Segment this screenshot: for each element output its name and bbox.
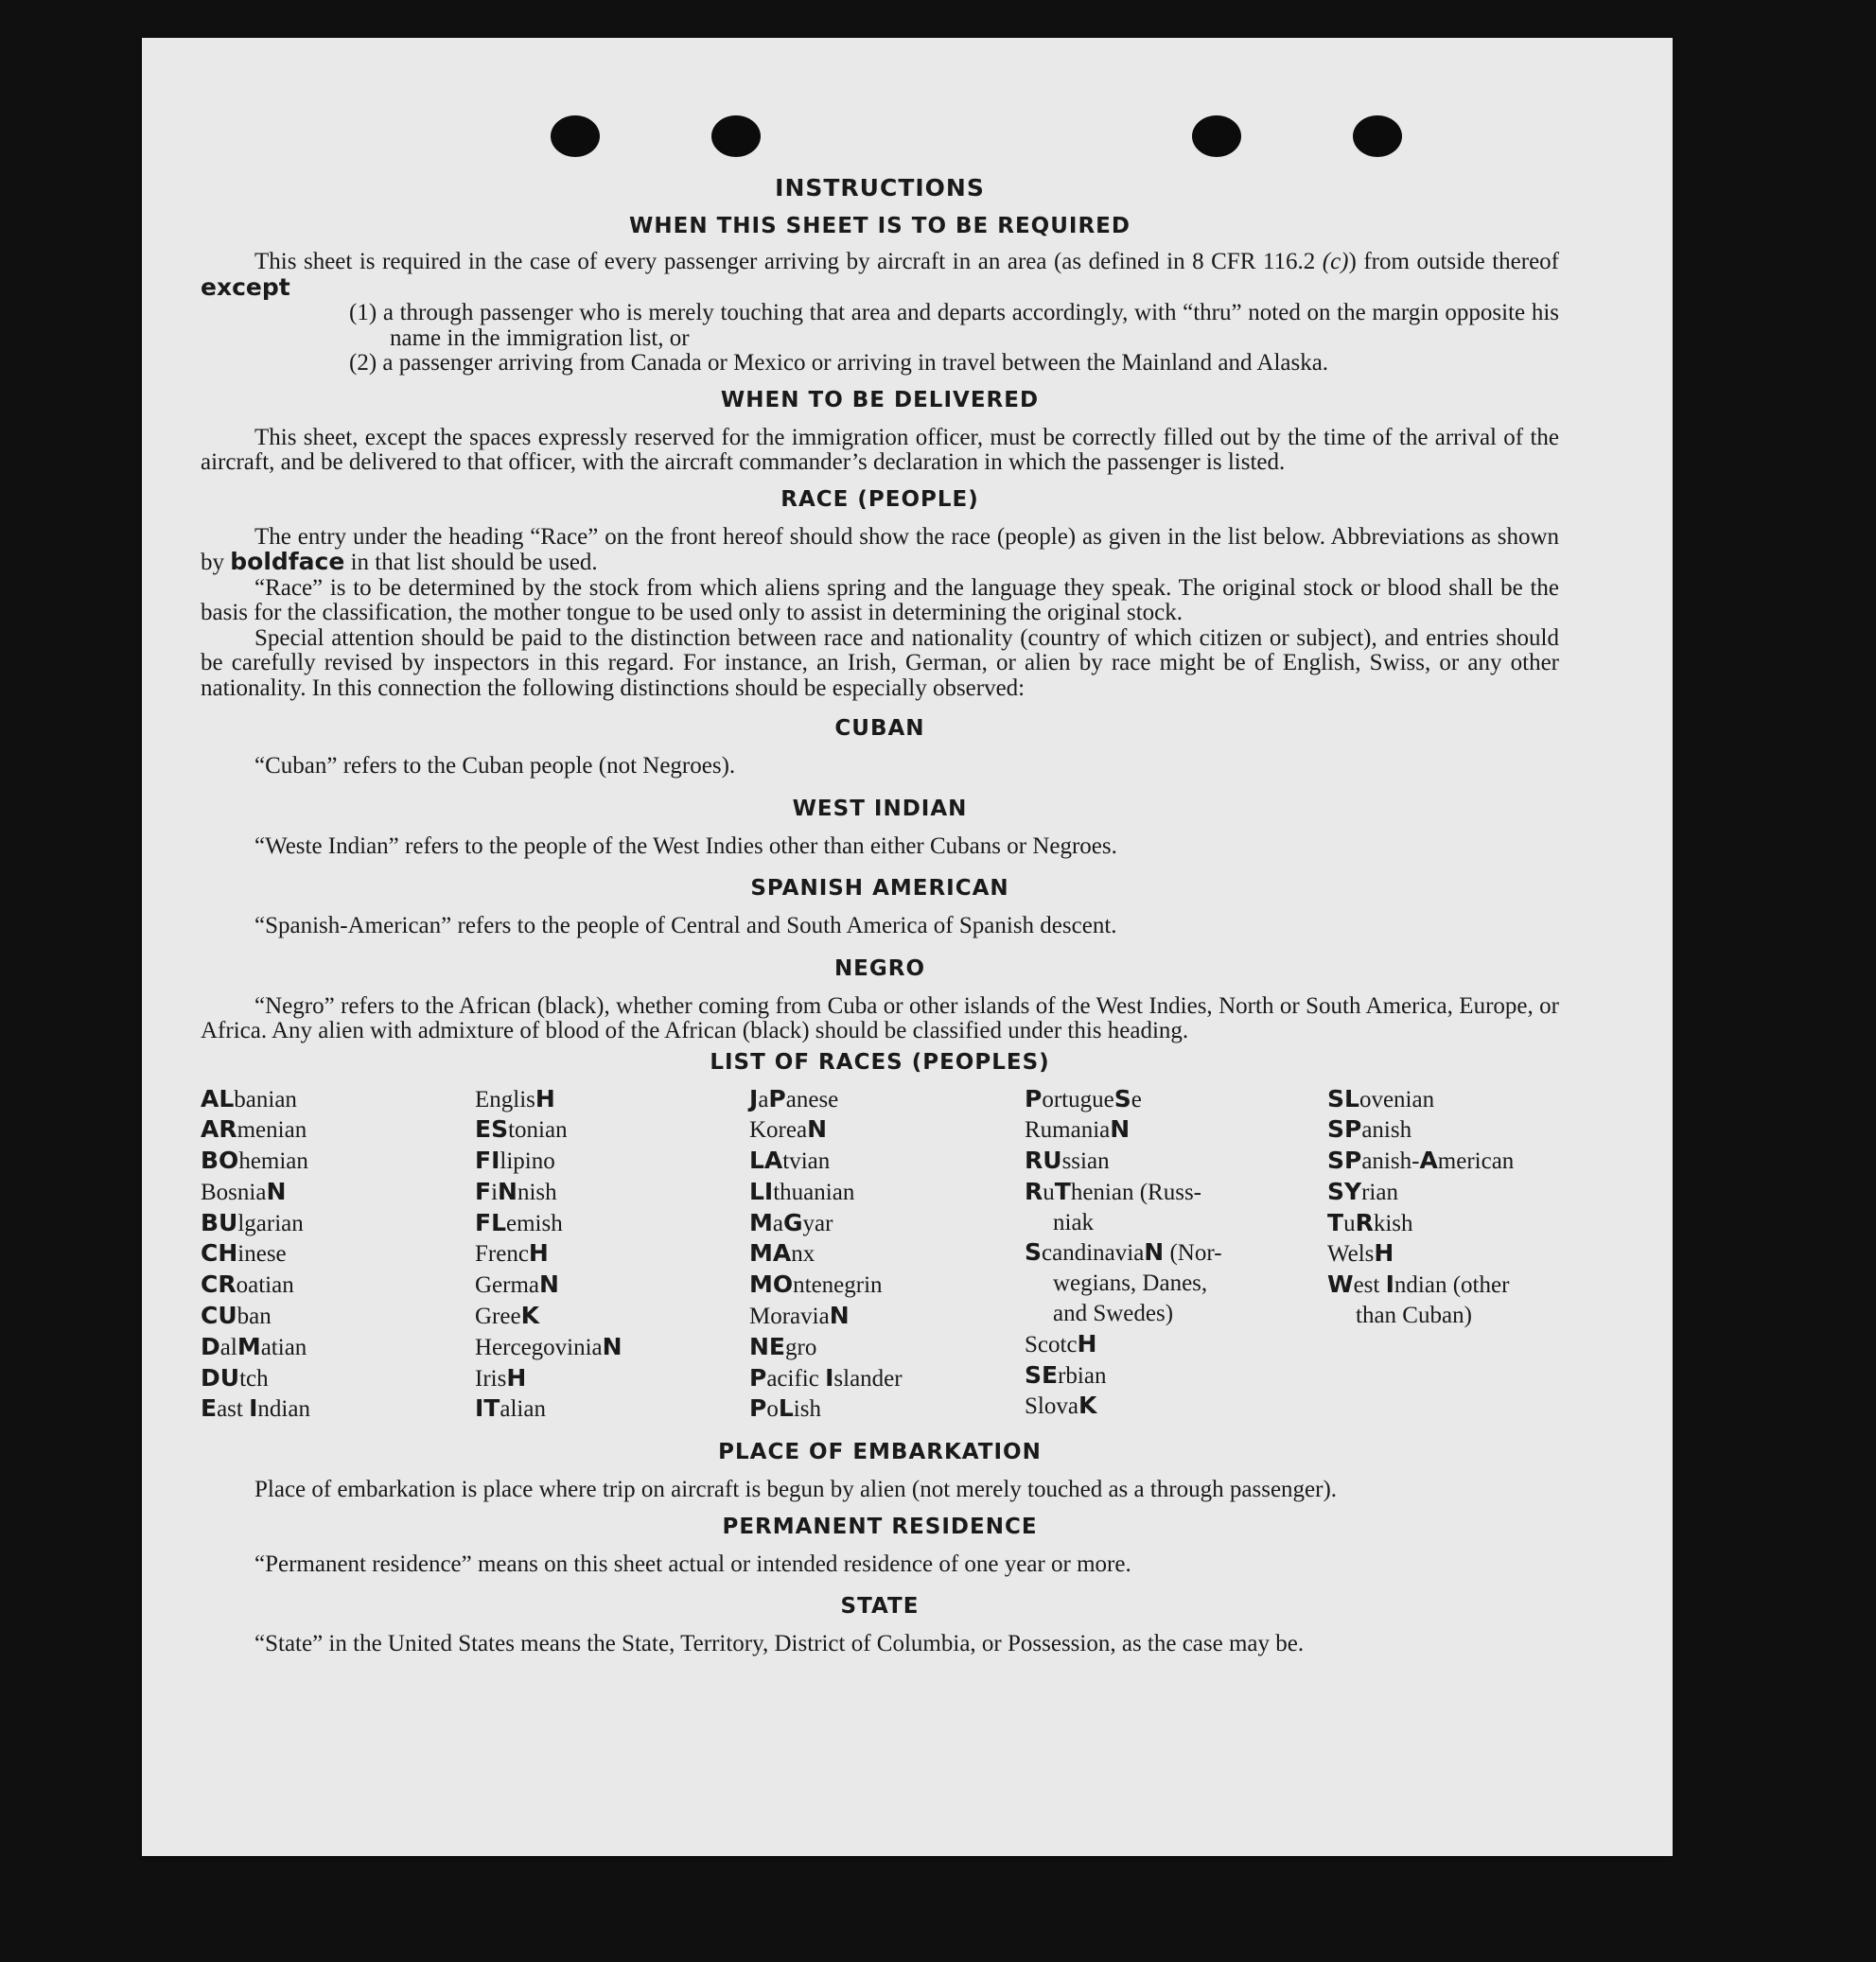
race-abbreviation: N bbox=[539, 1270, 559, 1299]
race-entry bbox=[1025, 1208, 1327, 1238]
race-entry bbox=[201, 1332, 475, 1363]
race-text: tvian bbox=[782, 1148, 831, 1175]
race-entry bbox=[1327, 1114, 1559, 1146]
race-abbreviation: IT bbox=[475, 1394, 500, 1423]
race-text: tonian bbox=[508, 1117, 568, 1144]
race-text: atian bbox=[260, 1334, 307, 1360]
race-text: rbian bbox=[1058, 1362, 1107, 1389]
race-entry bbox=[749, 1084, 1025, 1115]
race-abbreviation: E bbox=[201, 1394, 218, 1423]
list-item: (2) a passenger arriving from Canada or Mexico or arriving in travel between the Mainland and Alaska. bbox=[349, 350, 1329, 376]
race-entry bbox=[1025, 1269, 1327, 1299]
section-heading-spanish-american: SPANISH AMERICAN bbox=[750, 876, 1009, 901]
race-text: ast bbox=[217, 1396, 250, 1423]
race-entry bbox=[1025, 1391, 1327, 1422]
race-abbreviation: LA bbox=[749, 1147, 783, 1175]
race-abbreviation: N bbox=[807, 1115, 828, 1144]
race-text: u bbox=[1043, 1179, 1055, 1205]
race-entry bbox=[749, 1114, 1025, 1146]
race-abbreviation: P bbox=[749, 1394, 767, 1423]
race-entry bbox=[475, 1301, 749, 1332]
race-abbreviation: W bbox=[1327, 1270, 1354, 1299]
race-abbreviation: R bbox=[1025, 1177, 1043, 1205]
race-entry bbox=[201, 1301, 475, 1332]
race-entry bbox=[1025, 1329, 1327, 1360]
race-entry bbox=[201, 1238, 475, 1270]
race-abbreviation: NE bbox=[749, 1332, 786, 1360]
race-text: thuanian bbox=[773, 1179, 855, 1205]
race-text: anese bbox=[785, 1086, 839, 1112]
race-entry bbox=[749, 1363, 1025, 1394]
race-entry bbox=[1025, 1177, 1327, 1208]
race-abbreviation: MO bbox=[749, 1270, 794, 1299]
paragraph-west-indian: “Weste Indian” refers to the people of the West Indies other than either Cubans or Negroes. bbox=[254, 832, 1117, 859]
race-abbreviation: L bbox=[778, 1394, 794, 1423]
race-abbreviation: H bbox=[535, 1084, 555, 1112]
page-title: INSTRUCTIONS bbox=[775, 174, 985, 201]
text: (c) bbox=[1322, 249, 1349, 274]
race-text: lgarian bbox=[237, 1210, 304, 1236]
race-abbreviation: I bbox=[249, 1394, 258, 1423]
race-text: Iris bbox=[475, 1365, 507, 1392]
race-column bbox=[1327, 1084, 1559, 1426]
race-text: inese bbox=[237, 1241, 287, 1268]
section-heading-residence: PERMANENT RESIDENCE bbox=[722, 1514, 1038, 1539]
race-abbreviation: P bbox=[1025, 1084, 1043, 1112]
race-abbreviation: LI bbox=[749, 1177, 774, 1205]
race-column bbox=[201, 1084, 475, 1426]
race-text: ndian (other bbox=[1394, 1272, 1510, 1299]
race-column bbox=[749, 1084, 1025, 1426]
race-entry bbox=[475, 1084, 749, 1115]
race-abbreviation: SY bbox=[1327, 1177, 1362, 1205]
race-abbreviation: K bbox=[1078, 1392, 1097, 1420]
race-text: anish bbox=[1361, 1117, 1412, 1144]
race-text: Frenc bbox=[475, 1241, 529, 1268]
race-abbreviation: I bbox=[1385, 1270, 1394, 1299]
race-text: Slova bbox=[1025, 1393, 1078, 1420]
race-text: Germa bbox=[475, 1272, 540, 1299]
race-text: banian bbox=[234, 1086, 297, 1112]
race-text: merican bbox=[1437, 1148, 1515, 1175]
paragraph-when-required bbox=[201, 250, 1559, 301]
race-entry bbox=[1025, 1146, 1327, 1177]
race-abbreviation: F bbox=[475, 1177, 492, 1205]
race-abbreviation: H bbox=[528, 1239, 549, 1268]
text: ) from outside thereof bbox=[1348, 249, 1560, 274]
race-abbreviation: H bbox=[1077, 1329, 1097, 1358]
race-text: Englis bbox=[475, 1086, 535, 1112]
race-list bbox=[201, 1084, 1559, 1426]
race-abbreviation: FL bbox=[475, 1208, 507, 1236]
race-abbreviation: I bbox=[825, 1363, 834, 1392]
paragraph-residence: “Permanent residence” means on this sheet actual or intended residence of one year or more. bbox=[254, 1550, 1131, 1577]
race-entry bbox=[201, 1146, 475, 1177]
race-text: ovenian bbox=[1359, 1086, 1435, 1112]
race-entry bbox=[475, 1363, 749, 1394]
list-item: (1) a through passenger who is merely touching that area and departs accordingly, with “thru” noted on the margin opposite his name in the immigration list, or bbox=[349, 300, 1559, 351]
race-text: Gree bbox=[475, 1304, 521, 1330]
race-abbreviation: RU bbox=[1025, 1147, 1062, 1175]
text: The entry under the heading “Race” on the front hereof should show the race (people) as given in the list below. Abbreviations as shown by bbox=[201, 523, 1559, 575]
section-heading-west-indian: WEST INDIAN bbox=[792, 796, 968, 821]
race-abbreviation: N bbox=[829, 1302, 850, 1330]
race-text: Rumania bbox=[1025, 1117, 1111, 1144]
race-entry bbox=[1327, 1177, 1559, 1208]
race-entry bbox=[1025, 1360, 1327, 1392]
race-text: anish- bbox=[1361, 1148, 1420, 1175]
race-text: ban bbox=[237, 1304, 272, 1330]
race-text: ntenegrin bbox=[793, 1272, 883, 1299]
race-text: than Cuban) bbox=[1356, 1303, 1472, 1329]
paragraph-state: “State” in the United States means the State, Territory, District of Columbia, or Possession, as the case may be. bbox=[254, 1631, 1305, 1657]
race-abbreviation: T bbox=[1054, 1177, 1071, 1205]
race-entry bbox=[475, 1238, 749, 1270]
race-text: i bbox=[491, 1179, 499, 1205]
race-entry bbox=[475, 1146, 749, 1177]
race-entry bbox=[475, 1114, 749, 1146]
race-abbreviation: S bbox=[1025, 1238, 1043, 1267]
race-entry bbox=[475, 1270, 749, 1301]
race-entry bbox=[1025, 1237, 1327, 1269]
race-abbreviation: P bbox=[749, 1363, 767, 1392]
race-text: candinavia bbox=[1042, 1240, 1145, 1267]
race-entry bbox=[201, 1208, 475, 1239]
race-entry bbox=[201, 1393, 475, 1425]
race-text: Wels bbox=[1327, 1241, 1375, 1268]
race-abbreviation: MA bbox=[749, 1239, 792, 1268]
race-entry bbox=[1327, 1301, 1559, 1331]
race-abbreviation: DU bbox=[201, 1363, 240, 1392]
race-text: slander bbox=[833, 1365, 903, 1392]
race-entry bbox=[201, 1177, 475, 1208]
race-abbreviation: P bbox=[768, 1084, 786, 1112]
instructions-content bbox=[201, 136, 1559, 1657]
paragraph-when-delivered: This sheet, except the spaces expressly reserved for the immigration officer, must be correctly filled out by the time of the arrival of the aircraft, and be delivered to that officer, with the aircraft commander’s declaration in which the passenger is listed. bbox=[201, 424, 1559, 475]
race-text: tch bbox=[239, 1365, 269, 1392]
race-text: al bbox=[219, 1334, 237, 1360]
paragraph-race-3: Special attention should be paid to the distinction between race and nationality (country of which citizen or subject), and entries should be carefully revised by inspectors in this regard. For instance, an Irish, German, or alien by race might be of English, Swiss, or any other nationality. In this connection the following distinctions should be especially observed: bbox=[201, 624, 1559, 701]
race-abbreviation: AL bbox=[201, 1084, 235, 1112]
race-entry bbox=[749, 1332, 1025, 1363]
document-sheet bbox=[142, 38, 1673, 1856]
race-text: niak bbox=[1053, 1209, 1095, 1235]
race-text: lipino bbox=[500, 1148, 555, 1175]
race-entry bbox=[749, 1270, 1025, 1301]
race-text: Bosnia bbox=[201, 1179, 267, 1205]
race-text: e bbox=[1131, 1086, 1142, 1112]
text: This sheet is required in the case of every passenger arriving by aircraft in an area (as defined in 8 CFR 116.2 bbox=[254, 249, 1316, 274]
race-entry bbox=[749, 1208, 1025, 1239]
race-text: alian bbox=[500, 1396, 546, 1423]
race-text: est bbox=[1353, 1272, 1386, 1299]
race-column bbox=[475, 1084, 749, 1426]
race-entry bbox=[749, 1393, 1025, 1425]
race-text: yar bbox=[802, 1210, 833, 1236]
section-heading-race: RACE (PEOPLE) bbox=[780, 486, 979, 512]
section-heading-when-required: WHEN THIS SHEET IS TO BE REQUIRED bbox=[629, 214, 1131, 238]
race-abbreviation: S bbox=[1113, 1084, 1131, 1112]
race-entry bbox=[1327, 1270, 1559, 1301]
race-abbreviation: AR bbox=[201, 1115, 237, 1144]
race-entry bbox=[749, 1301, 1025, 1332]
race-text: kish bbox=[1373, 1210, 1413, 1236]
race-text: rian bbox=[1361, 1179, 1398, 1205]
race-abbreviation: N bbox=[602, 1332, 622, 1360]
race-abbreviation: BO bbox=[201, 1147, 239, 1175]
race-entry bbox=[749, 1177, 1025, 1208]
race-text: Scotc bbox=[1025, 1331, 1078, 1358]
race-text: emish bbox=[506, 1210, 563, 1236]
race-abbreviation: H bbox=[506, 1363, 527, 1392]
race-text: a bbox=[758, 1086, 769, 1112]
race-entry bbox=[201, 1363, 475, 1394]
race-abbreviation: SP bbox=[1327, 1147, 1362, 1175]
race-text: henian (Russ- bbox=[1070, 1179, 1201, 1205]
race-abbreviation: CR bbox=[201, 1270, 237, 1299]
race-abbreviation: CU bbox=[201, 1302, 237, 1330]
race-entry bbox=[1327, 1208, 1559, 1239]
paragraph-race-1 bbox=[201, 525, 1559, 576]
race-abbreviation: N bbox=[1110, 1115, 1131, 1144]
race-abbreviation: R bbox=[1355, 1208, 1374, 1236]
race-abbreviation: FI bbox=[475, 1147, 500, 1175]
race-entry bbox=[201, 1270, 475, 1301]
race-abbreviation: SL bbox=[1327, 1084, 1359, 1112]
race-text: a bbox=[772, 1210, 783, 1236]
race-entry bbox=[475, 1332, 749, 1363]
race-entry bbox=[1327, 1084, 1559, 1115]
race-abbreviation: T bbox=[1327, 1208, 1344, 1236]
race-abbreviation: M bbox=[237, 1332, 261, 1360]
race-entry bbox=[1327, 1146, 1559, 1177]
race-text: hemian bbox=[238, 1148, 308, 1175]
emphasis-text: boldface bbox=[230, 548, 345, 575]
race-entry bbox=[749, 1146, 1025, 1177]
race-text: Korea bbox=[749, 1117, 808, 1144]
race-text: o bbox=[766, 1396, 779, 1423]
race-entry bbox=[201, 1084, 475, 1115]
race-text: acific bbox=[766, 1365, 826, 1392]
race-entry bbox=[1327, 1238, 1559, 1270]
race-text: (Nor- bbox=[1164, 1240, 1222, 1267]
race-entry bbox=[1025, 1084, 1327, 1115]
race-abbreviation: A bbox=[1419, 1147, 1438, 1175]
race-text: u bbox=[1343, 1210, 1356, 1236]
section-heading-when-delivered: WHEN TO BE DELIVERED bbox=[720, 387, 1040, 412]
section-heading-embarkation: PLACE OF EMBARKATION bbox=[718, 1440, 1042, 1465]
race-text: wegians, Danes, bbox=[1053, 1270, 1208, 1297]
race-text: nx bbox=[791, 1241, 815, 1268]
race-abbreviation: N bbox=[498, 1177, 517, 1205]
race-entry bbox=[475, 1393, 749, 1425]
race-text: ssian bbox=[1061, 1148, 1110, 1175]
emphasis-text: except bbox=[201, 272, 290, 301]
race-text: ndian bbox=[257, 1396, 310, 1423]
race-text: gro bbox=[785, 1334, 817, 1360]
paragraph-embarkation: Place of embarkation is place where trip on aircraft is begun by alien (not merely touched as a through passenger). bbox=[254, 1477, 1338, 1503]
race-text: menian bbox=[237, 1117, 307, 1144]
race-abbreviation: M bbox=[749, 1208, 773, 1236]
paragraph-negro: “Negro” refers to the African (black), whether coming from Cuba or other islands of the West Indies, North or South America, Europe, or Africa. Any alien with admixture of blood of the African (black) should be classified under this heading. bbox=[201, 992, 1559, 1043]
race-entry bbox=[475, 1208, 749, 1239]
text: in that list should be used. bbox=[350, 550, 598, 575]
race-text: Moravia bbox=[749, 1304, 830, 1330]
race-column bbox=[1025, 1084, 1327, 1426]
race-abbreviation: G bbox=[783, 1208, 803, 1236]
race-abbreviation: ES bbox=[475, 1115, 509, 1144]
paragraph-cuban: “Cuban” refers to the Cuban people (not Negroes). bbox=[254, 753, 736, 779]
race-abbreviation: BU bbox=[201, 1208, 238, 1236]
race-entry bbox=[1025, 1299, 1327, 1329]
race-entry bbox=[201, 1114, 475, 1146]
race-text: ish bbox=[793, 1396, 821, 1423]
race-text: Hercegovinia bbox=[475, 1334, 603, 1360]
race-text: nish bbox=[517, 1179, 557, 1205]
race-abbreviation: N bbox=[266, 1177, 287, 1205]
race-abbreviation: K bbox=[520, 1302, 539, 1330]
race-abbreviation: D bbox=[201, 1332, 220, 1360]
race-abbreviation: CH bbox=[201, 1239, 238, 1268]
race-text: oatian bbox=[236, 1272, 294, 1299]
race-abbreviation: N bbox=[1144, 1238, 1165, 1267]
race-entry bbox=[1025, 1114, 1327, 1146]
section-heading-state: STATE bbox=[840, 1594, 920, 1620]
section-heading-list-of-races: LIST OF RACES (PEOPLES) bbox=[710, 1049, 1050, 1075]
section-heading-cuban: CUBAN bbox=[834, 716, 925, 741]
race-text: ortugue bbox=[1042, 1086, 1114, 1112]
race-abbreviation: J bbox=[749, 1084, 759, 1112]
race-abbreviation: SE bbox=[1025, 1360, 1059, 1389]
race-entry bbox=[475, 1177, 749, 1208]
race-abbreviation: SP bbox=[1327, 1115, 1362, 1144]
section-heading-negro: NEGRO bbox=[833, 955, 926, 981]
race-abbreviation: H bbox=[1374, 1239, 1394, 1268]
paragraph-spanish-american: “Spanish-American” refers to the people of Central and South America of Spanish descent. bbox=[254, 913, 1117, 938]
paragraph-race-2: “Race” is to be determined by the stock from which aliens spring and the language they speak. The original stock or blood shall be the basis for the classification, the mother tongue to be used only to assist in determining the original stock. bbox=[201, 574, 1559, 625]
race-entry bbox=[749, 1238, 1025, 1270]
race-text: and Swedes) bbox=[1053, 1301, 1174, 1327]
